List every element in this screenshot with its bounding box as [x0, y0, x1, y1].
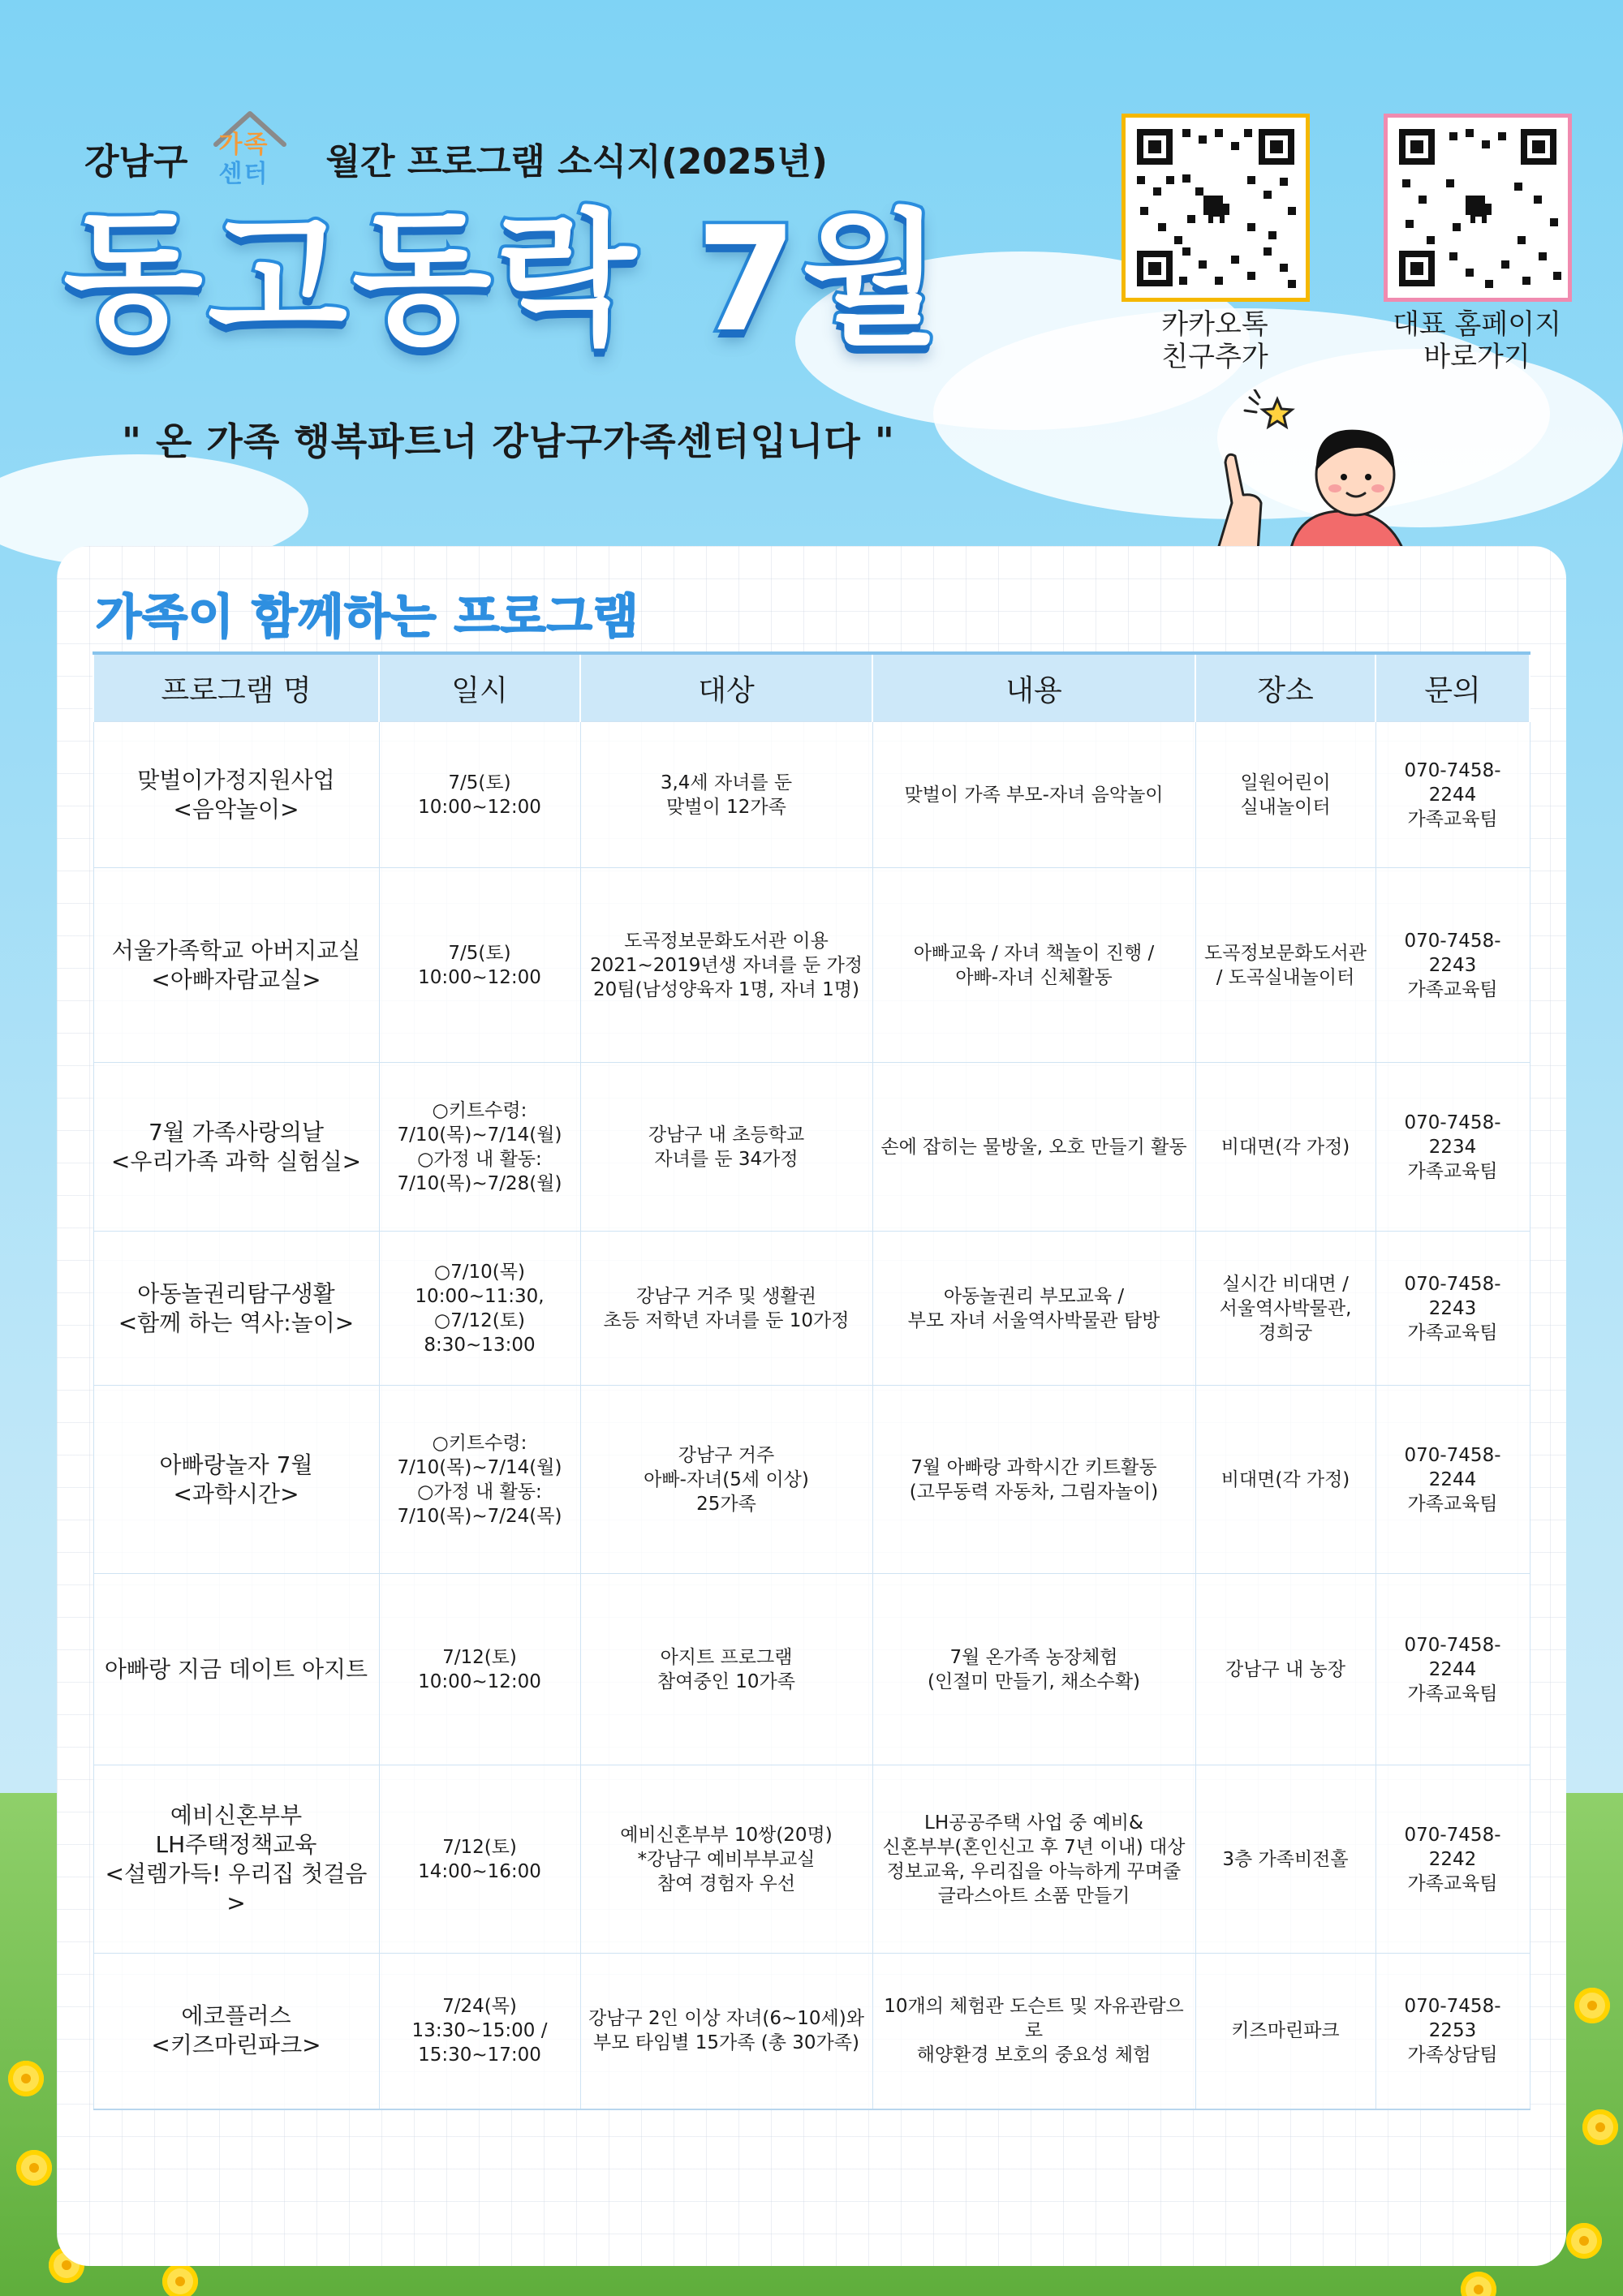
cell-content: LH공공주택 사업 중 예비& 신혼부부(혼인신고 후 7년 이내) 대상 정보교육, 우리집을 아늑하게 꾸며줄 글라스아트 소품 만들기 — [872, 1765, 1195, 1954]
cell-place: 일원어린이 실내놀이터 — [1195, 722, 1375, 868]
cell-date: 7/5(토) 10:00~12:00 — [379, 722, 580, 868]
cell-target: 강남구 거주 및 생활권 초등 저학년 자녀를 둔 10가정 — [580, 1232, 872, 1386]
cell-content: 7월 아빠랑 과학시간 키트활동 (고무동력 자동차, 그림자놀이) — [872, 1386, 1195, 1574]
cell-program-name: 예비신혼부부 LH주택정책교육 <설렘가득! 우리집 첫걸음> — [93, 1765, 379, 1954]
qr-label-line1: 카카오톡 — [1161, 308, 1268, 341]
cell-date: ○7/10(목) 10:00~11:30, ○7/12(토) 8:30~13:00 — [379, 1232, 580, 1386]
qr-homepage[interactable] — [1384, 114, 1570, 373]
cell-content: 7월 온가족 농장체험 (인절미 만들기, 채소수확) — [872, 1574, 1195, 1765]
cell-date: ○키트수령: 7/10(목)~7/14(월) ○가정 내 활동: 7/10(목)~7/28(월) — [379, 1063, 580, 1232]
cell-contact: 070-7458-2243 가족교육팀 — [1375, 1232, 1530, 1386]
cell-program-name: 아빠랑놀자 7월 <과학시간> — [93, 1386, 379, 1574]
cell-place: 비대면(각 가정) — [1195, 1386, 1375, 1574]
cell-program-name: 서울가족학교 아버지교실 <아빠자람교실> — [93, 868, 379, 1063]
table-row — [93, 1063, 1530, 1232]
cell-content: 아동놀권리 부모교육 / 부모 자녀 서울역사박물관 탐방 — [872, 1232, 1195, 1386]
cell-contact: 070-7458-2244 가족교육팀 — [1375, 1386, 1530, 1574]
cell-target: 강남구 2인 이상 자녀(6~10세)와 부모 타임별 15가족 (총 30가족) — [580, 1954, 872, 2109]
cell-contact: 070-7458-2243 가족교육팀 — [1375, 868, 1530, 1063]
cell-place: 3층 가족비전홀 — [1195, 1765, 1375, 1954]
header-content: 내용 — [872, 653, 1195, 722]
qr-label-line1: 대표 홈페이지 — [1393, 308, 1561, 341]
cell-target: 예비신혼부부 10쌍(20명) *강남구 예비부부교실 참여 경험자 우선 — [580, 1765, 872, 1954]
sparkle-icon — [1263, 399, 1292, 427]
cell-program-name: 아동놀권리탐구생활 <함께 하는 역사:놀이> — [93, 1232, 379, 1386]
cell-date: 7/24(목) 13:30~15:00 / 15:30~17:00 — [379, 1954, 580, 2109]
qr-label-line2: 바로가기 — [1423, 341, 1530, 373]
cell-date: 7/5(토) 10:00~12:00 — [379, 868, 580, 1063]
header-program-name: 프로그램 명 — [93, 653, 379, 722]
cell-program-name: 7월 가족사랑의날 <우리가족 과학 실험실> — [93, 1063, 379, 1232]
flower-icon — [1582, 2109, 1618, 2145]
header-place: 장소 — [1195, 653, 1375, 722]
header-date: 일시 — [379, 653, 580, 722]
slogan: " 온 가족 행복파트너 강남구가족센터입니다 " — [122, 419, 895, 463]
cell-place: 실시간 비대면 / 서울역사박물관, 경희궁 — [1195, 1232, 1375, 1386]
cell-program-name: 아빠랑 지금 데이트 아지트 — [93, 1574, 379, 1765]
cell-contact: 070-7458-2244 가족교육팀 — [1375, 1574, 1530, 1765]
cell-program-name: 에코플러스 <키즈마린파크> — [93, 1954, 379, 2109]
table-row — [93, 1574, 1530, 1765]
cell-contact: 070-7458-2234 가족교육팀 — [1375, 1063, 1530, 1232]
table-header-row — [93, 653, 1530, 722]
flower-icon — [162, 2264, 198, 2296]
main-title: 동고동락 7월 — [63, 196, 946, 363]
qr-pattern — [1388, 118, 1568, 298]
cell-target: 강남구 내 초등학교 자녀를 둔 34가정 — [580, 1063, 872, 1232]
cell-content: 맞벌이 가족 부모-자녀 음악놀이 — [872, 722, 1195, 868]
cell-target: 아지트 프로그램 참여중인 10가족 — [580, 1574, 872, 1765]
qr-kakao[interactable] — [1121, 114, 1308, 373]
table-row — [93, 1232, 1530, 1386]
qr-label-line2: 친구추가 — [1161, 341, 1268, 373]
qr-pattern — [1126, 118, 1306, 298]
flower-icon — [16, 2150, 52, 2186]
cell-contact: 070-7458-2253 가족상담팀 — [1375, 1954, 1530, 2109]
cell-program-name: 맞벌이가정지원사업 <음악놀이> — [93, 722, 379, 868]
qr-code-icon[interactable] — [1384, 114, 1572, 302]
cell-contact: 070-7458-2242 가족교육팀 — [1375, 1765, 1530, 1954]
cell-target: 도곡정보문화도서관 이용 2021~2019년생 자녀를 둔 가정 20팀(남성양육자 1명, 자녀 1명) — [580, 868, 872, 1063]
qr-code-icon[interactable] — [1121, 114, 1310, 302]
section-title: 가족이 함께하는 프로그램 — [96, 589, 639, 644]
program-table — [93, 651, 1530, 2110]
cell-date: 7/12(토) 10:00~12:00 — [379, 1574, 580, 1765]
cell-content: 아빠교육 / 자녀 책놀이 진행 / 아빠-자녀 신체활동 — [872, 868, 1195, 1063]
cell-place: 강남구 내 농장 — [1195, 1574, 1375, 1765]
flower-icon — [1574, 1988, 1610, 2023]
table-row — [93, 1386, 1530, 1574]
cell-place: 도곡정보문화도서관 / 도곡실내놀이터 — [1195, 868, 1375, 1063]
family-center-logo — [204, 114, 302, 203]
header-contact: 문의 — [1375, 653, 1530, 722]
district-name: 강남구 — [84, 141, 188, 183]
cell-date: ○키트수령: 7/10(목)~7/14(월) ○가정 내 활동: 7/10(목)~7/24(목) — [379, 1386, 580, 1574]
logo-text-line1: 가족 — [218, 131, 269, 159]
header-subtitle-row — [84, 130, 828, 187]
table-row — [93, 868, 1530, 1063]
cell-content: 10개의 체험관 도슨트 및 자유관람으로 해양환경 보호의 중요성 체험 — [872, 1954, 1195, 2109]
header-target: 대상 — [580, 653, 872, 722]
program-card — [57, 546, 1566, 2266]
newsletter-subtitle: 월간 프로그램 소식지(2025년) — [325, 141, 828, 183]
cell-place: 키즈마린파크 — [1195, 1954, 1375, 2109]
table-row — [93, 1954, 1530, 2109]
table-row — [93, 722, 1530, 868]
cell-target: 강남구 거주 아빠-자녀(5세 이상) 25가족 — [580, 1386, 872, 1574]
flower-icon — [1566, 2223, 1602, 2259]
flower-icon — [8, 2061, 44, 2096]
cell-place: 비대면(각 가정) — [1195, 1063, 1375, 1232]
table-row — [93, 1765, 1530, 1954]
logo-text-line2: 센터 — [218, 160, 269, 188]
cell-date: 7/12(토) 14:00~16:00 — [379, 1765, 580, 1954]
cell-content: 손에 잡히는 물방울, 오호 만들기 활동 — [872, 1063, 1195, 1232]
cell-contact: 070-7458-2244 가족교육팀 — [1375, 722, 1530, 868]
pointing-character-illustration — [1201, 389, 1444, 552]
cell-target: 3,4세 자녀를 둔 맞벌이 12가족 — [580, 722, 872, 868]
